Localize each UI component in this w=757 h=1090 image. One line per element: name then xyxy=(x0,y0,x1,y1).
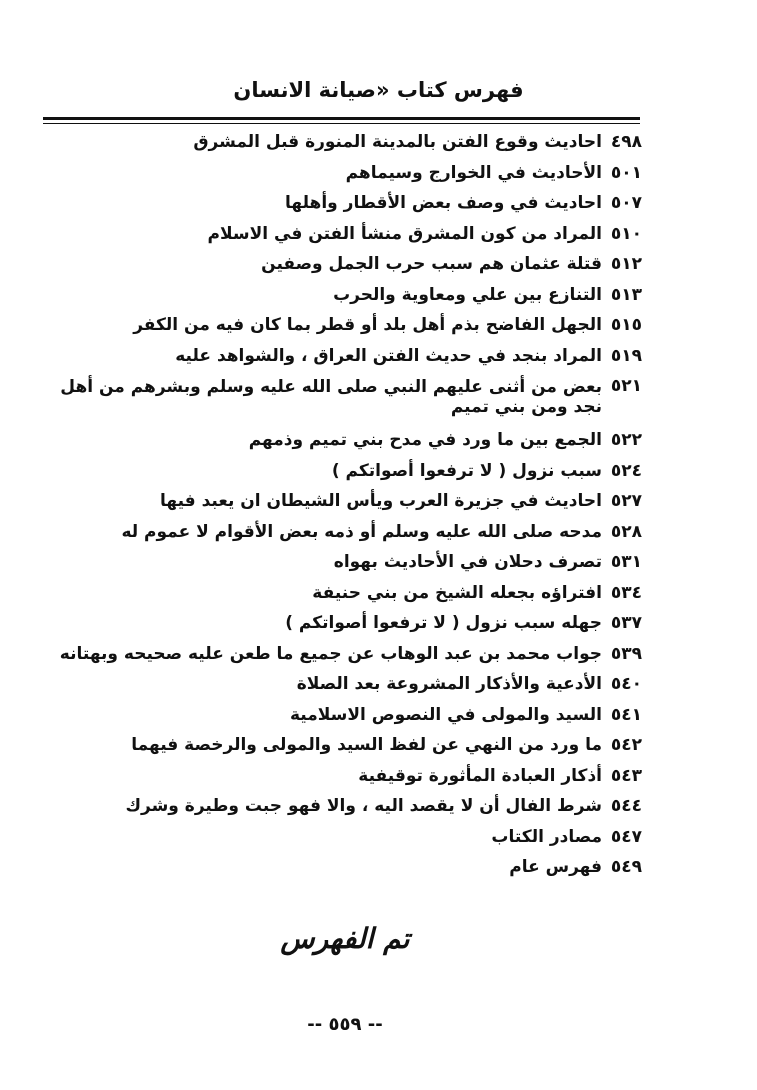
toc-entry xyxy=(42,219,642,250)
toc-entry-title: السيد والمولى في النصوص الاسلامية xyxy=(289,704,602,725)
toc-entry-page: ٥٤٣ xyxy=(610,765,642,786)
header-rule-thin xyxy=(43,123,640,124)
toc-entry xyxy=(42,310,642,341)
toc-entry-page: ٥٣٧ xyxy=(610,613,642,633)
toc-entry xyxy=(42,517,642,548)
toc-entry xyxy=(42,456,642,487)
toc-entry xyxy=(42,486,642,517)
toc-entry-title: جهله سبب نزول ( لا ترفعوا أصواتكم ) xyxy=(285,613,602,633)
toc-entry xyxy=(42,547,642,578)
toc-entry-page: ٥٢٨ xyxy=(610,521,642,542)
toc-entry xyxy=(42,249,642,280)
toc-entry-title: سبب نزول ( لا ترفعوا أصواتكم ) xyxy=(331,460,602,481)
toc-entry xyxy=(42,341,642,372)
toc-entry xyxy=(42,730,642,761)
toc-entry-page: ٥٤٠ xyxy=(610,674,642,694)
toc-entry-page: ٥٤٧ xyxy=(610,826,642,847)
toc-entry xyxy=(42,791,642,822)
toc-entry-page: ٥٠١ xyxy=(610,162,642,183)
toc-entry-title: احاديث في وصف بعض الأقطار وأهلها xyxy=(285,193,602,213)
toc-entry-page: ٥١٠ xyxy=(610,223,642,244)
toc-entry xyxy=(42,188,642,219)
toc-entry-page: ٥١٢ xyxy=(610,254,642,274)
toc-entry-page: ٥٣١ xyxy=(610,552,642,572)
toc-entry-title: الأدعية والأذكار المشروعة بعد الصلاة xyxy=(296,674,602,694)
toc-entry-title: المراد بنجد في حديث الفتن العراق ، والشواهد عليه xyxy=(175,345,602,366)
toc-entry xyxy=(42,761,642,792)
toc-entry-page: ٥٤٢ xyxy=(610,735,642,755)
toc-entry-title: التنازع بين علي ومعاوية والحرب xyxy=(333,284,602,305)
toc-entry xyxy=(42,425,642,456)
toc-entry-title: مدحه صلى الله عليه وسلم أو ذمه بعض الأقوام لا عموم له xyxy=(121,521,602,542)
toc-entry-title: افتراؤه بجعله الشيخ من بني حنيفة xyxy=(312,582,602,603)
toc-entry-page: ٥٠٧ xyxy=(610,193,642,213)
toc-entry-page: ٥٣٤ xyxy=(610,582,642,603)
toc-entry xyxy=(42,578,642,609)
toc-entry-title: أذكار العبادة المأثورة توقيفية xyxy=(358,765,602,786)
table-of-contents xyxy=(42,127,642,883)
toc-entry-title: جواب محمد بن عبد الوهاب عن جميع ما طعن عليه صحيحه وبهتانه xyxy=(59,643,602,664)
page-number: -- ٥٥٩ -- xyxy=(307,1014,383,1035)
header-rule-thick xyxy=(43,117,640,120)
end-of-index-title: تم الفهرس xyxy=(280,922,410,955)
toc-entry xyxy=(42,852,642,883)
toc-entry-page: ٥١٥ xyxy=(610,315,642,335)
toc-entry-page: ٥٢١ xyxy=(610,376,642,396)
toc-entry xyxy=(42,280,642,311)
toc-entry-page: ٥٤٤ xyxy=(610,796,642,816)
running-header-title: فهرس كتاب «صيانة الانسان xyxy=(233,78,524,102)
toc-entry-page: ٥١٩ xyxy=(610,345,642,366)
toc-entry-title: فهرس عام xyxy=(509,857,602,877)
toc-entry-title: المراد من كون المشرق منشأ الفتن في الاسلام xyxy=(207,223,602,244)
toc-entry-page: ٥١٣ xyxy=(610,284,642,305)
toc-entry-title: الجمع بين ما ورد في مدح بني تميم وذمهم xyxy=(248,430,602,450)
toc-entry xyxy=(42,371,642,425)
toc-entry-page: ٥٤٩ xyxy=(610,857,642,877)
toc-entry-title: تصرف دحلان في الأحاديث بهواه xyxy=(333,552,602,572)
toc-entry-title: بعض من أثنى عليهم النبي صلى الله عليه وسلم وبشرهم من أهل نجد ومن بني تميم xyxy=(60,377,602,417)
toc-entry-title: ما ورد من النهي عن لفظ السيد والمولى والرخصة فيهما xyxy=(131,735,602,755)
toc-entry-title: الجهل الفاضح بذم أهل بلد أو قطر بما كان فيه من الكفر xyxy=(133,315,602,335)
toc-entry-page: ٥٢٢ xyxy=(610,430,642,450)
toc-entry-title: قتلة عثمان هم سبب حرب الجمل وصفين xyxy=(261,254,602,274)
toc-entry-page: ٥٤١ xyxy=(610,704,642,725)
toc-entry-page: ٥٣٩ xyxy=(610,643,642,664)
toc-entry-title: احاديث في جزيرة العرب ويأس الشيطان ان يعبد فيها xyxy=(160,491,602,511)
toc-entry xyxy=(42,158,642,189)
toc-entry-title: مصادر الكتاب xyxy=(491,826,602,847)
toc-entry xyxy=(42,700,642,731)
toc-entry-title: احاديث وقوع الفتن بالمدينة المنورة قبل المشرق xyxy=(193,132,602,152)
toc-entry xyxy=(42,127,642,158)
toc-entry-title: شرط الفال أن لا يقصد اليه ، والا فهو جبت وطيرة وشرك xyxy=(125,796,602,816)
toc-entry-page: ٥٢٤ xyxy=(610,460,642,481)
toc-entry xyxy=(42,608,642,639)
toc-entry-page: ٤٩٨ xyxy=(610,132,642,152)
toc-entry-page: ٥٢٧ xyxy=(610,491,642,511)
toc-entry xyxy=(42,639,642,670)
toc-entry xyxy=(42,822,642,853)
toc-entry-title: الأحاديث في الخوارج وسيماهم xyxy=(345,162,602,183)
toc-entry xyxy=(42,669,642,700)
